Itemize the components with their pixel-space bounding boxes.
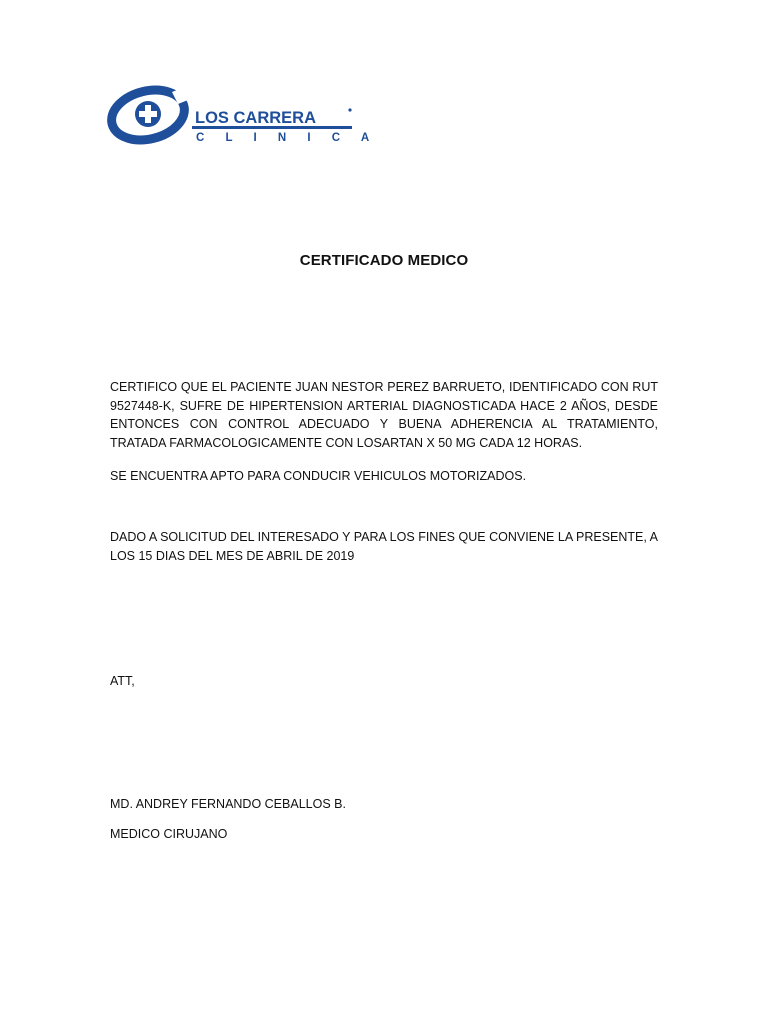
doctor-name: MD. ANDREY FERNANDO CEBALLOS B. bbox=[110, 797, 346, 811]
clinic-logo bbox=[108, 86, 379, 146]
logo-text-primary: LOS CARRERA bbox=[195, 109, 317, 127]
certification-paragraph: CERTIFICO QUE EL PACIENTE JUAN NESTOR PEREZ BARRUETO, IDENTIFICADO CON RUT 9527448-K, SUFRE DE HIPERTENSION ARTERIAL DIAGNOSTICADA HACE 2 AÑOS, DESDE ENTONCES CON CONTROL ADECUADO Y BUENA ADHERENCIA AL TRATAMIENTO, TRATADA FARMACOLOGICAMENTE CON LOSARTAN X 50 MG CADA 12 HORAS. bbox=[110, 380, 658, 450]
document-title: CERTIFICADO MEDICO bbox=[299, 252, 469, 269]
issuance-paragraph: DADO A SOLICITUD DEL INTERESADO Y PARA LOS FINES QUE CONVIENE LA PRESENTE, A LOS 15 DIAS DEL MES DE ABRIL DE 2019 bbox=[110, 530, 658, 563]
clinic-logo-mark bbox=[108, 86, 379, 146]
aptitude-paragraph: SE ENCUENTRA APTO PARA CONDUCIR VEHICULOS MOTORIZADOS. bbox=[110, 469, 527, 483]
doctor-title: MEDICO CIRUJANO bbox=[110, 827, 228, 841]
logo-text-secondary: C L I N I C A bbox=[196, 132, 379, 144]
closing-salutation: ATT, bbox=[110, 674, 135, 688]
